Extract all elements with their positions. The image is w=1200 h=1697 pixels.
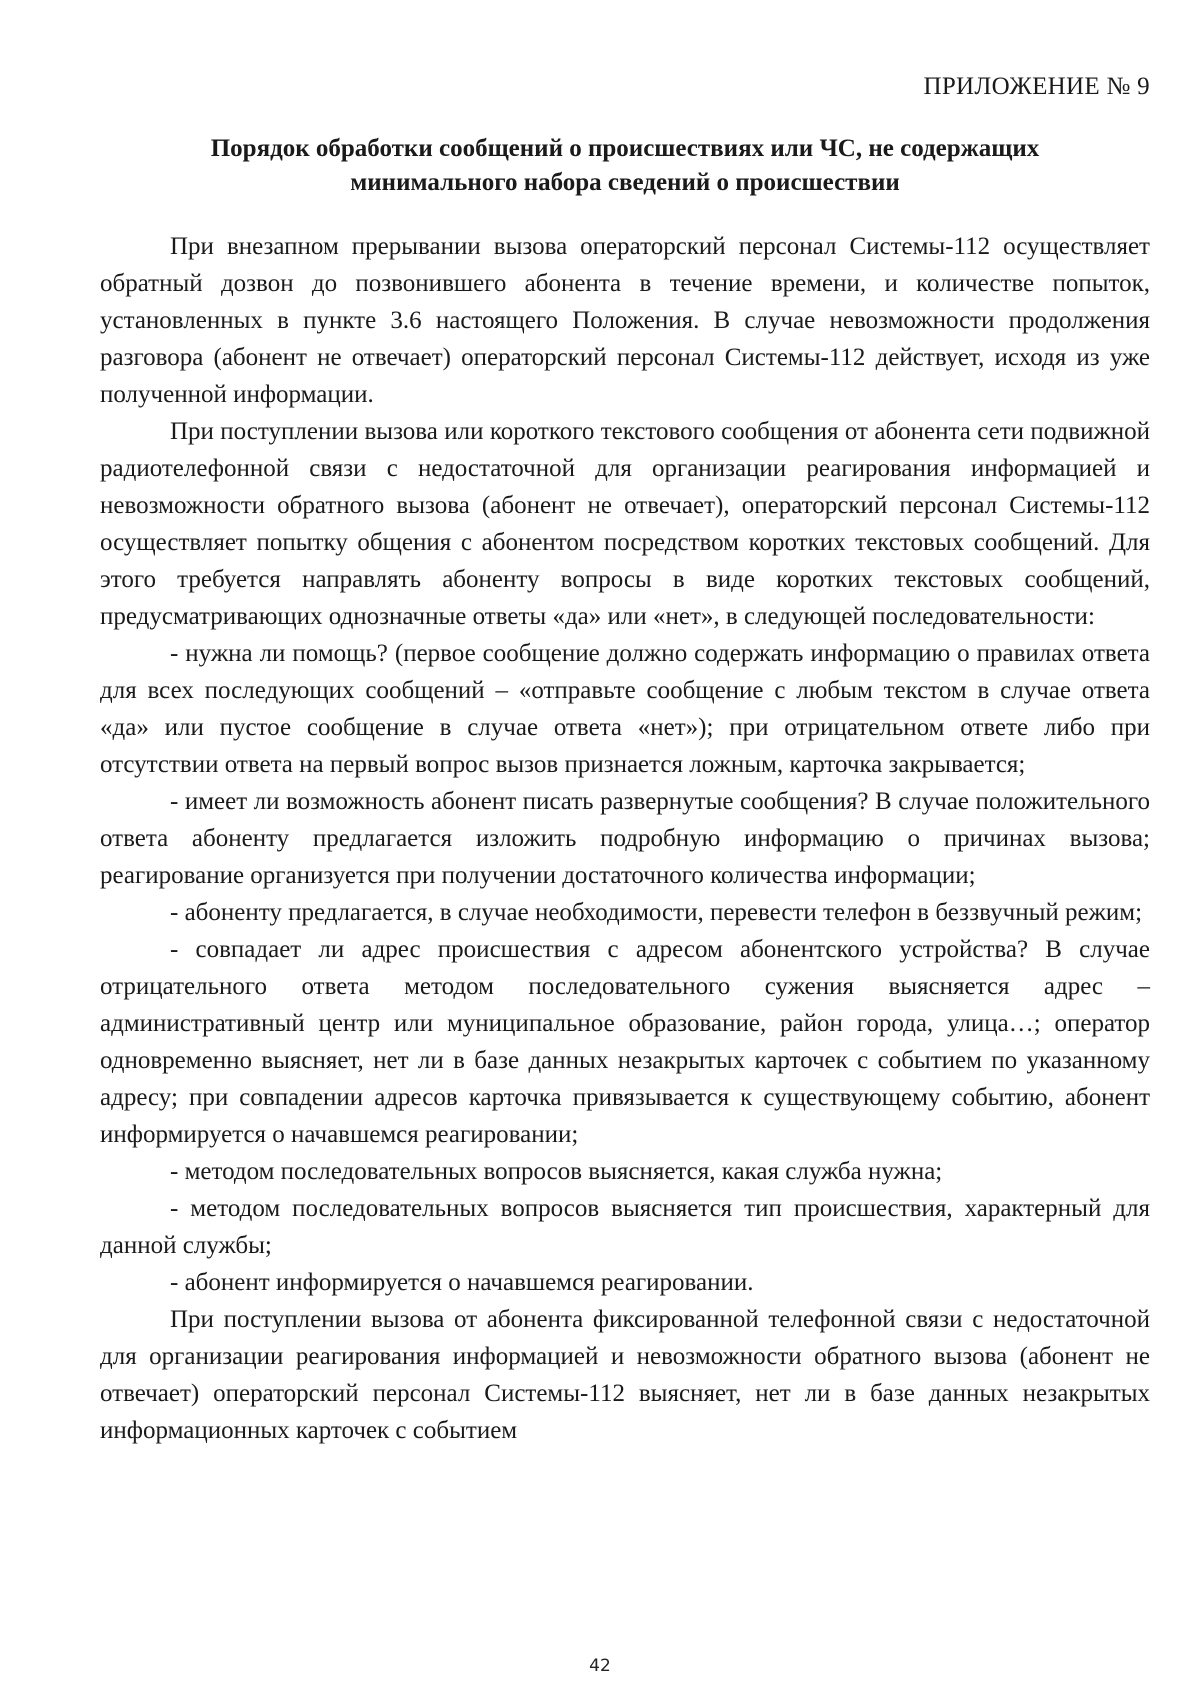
- paragraph: При внезапном прерывании вызова операторский персонал Системы-112 осуществляет обратный дозвон до позвонившего абонента в течение времени, и количестве попыток, установленных в пункте 3.6 настоящего Положения. В случае невозможности продолжения разговора (абонент не отвечает) операторский персонал Системы-112 действует, исходя из уже полученной информации.: [100, 233, 1150, 408]
- title-line-1: Порядок обработки сообщений о происшествиях или ЧС, не содержащих: [210, 135, 1040, 162]
- list-item: - абонент информируется о начавшемся реагировании.: [170, 1269, 754, 1296]
- page-number: 42: [589, 1656, 611, 1676]
- paragraph: При поступлении вызова или короткого текстового сообщения от абонента сети подвижной радиотелефонной связи с недостаточной для организации реагирования информацией и невозможности обратного вызова (абонент не отвечает), операторский персонал Системы-112 осуществляет попытку общения с абонентом посредством коротких текстовых сообщений. Для этого требуется направлять абоненту вопросы в виде коротких текстовых сообщений, предусматривающих однозначные ответы «да» или «нет», в следующей последовательности:: [100, 418, 1150, 630]
- document-page: [100, 70, 1150, 1449]
- list-item: - нужна ли помощь? (первое сообщение должно содержать информацию о правилах ответа для всех последующих сообщений – «отправьте сообщение с любым текстом в случае ответа «да» или пустое сообщение в случае ответа «нет»); при отрицательном ответе либо при отсутствии ответа на первый вопрос вызов признается ложным, карточка закрывается;: [100, 640, 1150, 778]
- paragraph: При поступлении вызова от абонента фиксированной телефонной связи с недостаточной для организации реагирования информацией и невозможности обратного вызова (абонент не отвечает) операторский персонал Системы-112 выясняет, нет ли в базе данных незакрытых информационных карточек с событием: [100, 1306, 1150, 1444]
- list-item: - методом последовательных вопросов выясняется, какая служба нужна;: [170, 1158, 943, 1185]
- appendix-label: ПРИЛОЖЕНИЕ № 9: [923, 73, 1150, 100]
- document-body: [100, 228, 1150, 1449]
- document-title: [100, 132, 1150, 200]
- title-line-2: минимального набора сведений о происшествии: [350, 169, 900, 196]
- list-item: - имеет ли возможность абонент писать развернутые сообщения? В случае положительного ответа абоненту предлагается изложить подробную информацию о причинах вызова; реагирование организуется при получении достаточного количества информации;: [100, 788, 1150, 889]
- list-item: - совпадает ли адрес происшествия с адресом абонентского устройства? В случае отрицательного ответа методом последовательного сужения выясняется адрес – административный центр или муниципальное образование, район города, улица…; оператор одновременно выясняет, нет ли в базе данных незакрытых карточек с событием по указанному адресу; при совпадении адресов карточка привязывается к существующему событию, абонент информируется о начавшемся реагировании;: [100, 936, 1150, 1148]
- list-item: - методом последовательных вопросов выясняется тип происшествия, характерный для данной службы;: [100, 1195, 1150, 1259]
- list-item: - абоненту предлагается, в случае необходимости, перевести телефон в беззвучный режим;: [170, 899, 1143, 926]
